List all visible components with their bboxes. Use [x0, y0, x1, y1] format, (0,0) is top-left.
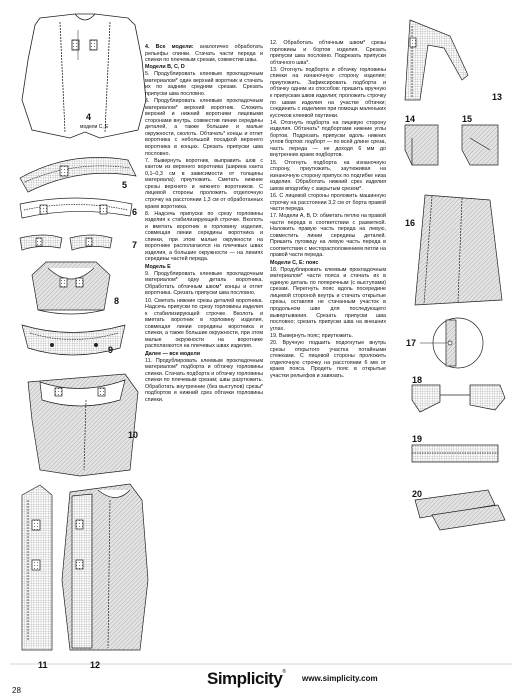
heading-models-ce-belt: Модели C, E: пояс [270, 259, 319, 266]
figure-15-number: 15 [462, 114, 473, 124]
step-11: 11. Продублировать клеевым прокладочным материалом* подборта и обтачку горловины спинки. Стачать подборта и обтачку горловины спинки по плечевым срезам; швы разутюжить. Обработать внутренние (без выступов) срезы* подбортов и нижний срез обтачки горловины спинки. [145, 357, 263, 403]
step-5: 5. Продублировать клеевым прокладочным материалом* один верхний воротник и стачать их по задним средним срезам. Срезать припуски шва пословно. [145, 71, 263, 98]
figure-18-drawing [412, 385, 505, 412]
step-8: 8. Надсечь припуски по срезу горловины изделия к стабилизирующей строчке. Вколоть и вметать воротник в горловину изделия, совмещая линии середины воротника и спинки, при этом малые окружности на воротнике располагаются на плечевых швах изделия, а большие окружности — на линиях середины частей переда. [145, 210, 263, 263]
figure-17-drawing [420, 318, 483, 368]
figure-20-drawing [415, 490, 505, 530]
step-16: 16. С лицевой стороны проложить машинную строчку на расстоянии 3,2 см от борта правой части переда. [270, 192, 386, 213]
brand-logo: Simplicity® [207, 669, 286, 688]
figure-10-drawing [28, 374, 138, 476]
page-number: 28 [12, 686, 21, 695]
figure-9-number: 9 [108, 345, 114, 355]
step-13: 13. Отогнуть подборта и обтачку горловины спинки на изнаночную сторону изделия; приутюжить. Зафиксировать подборта и обтачку одним из способов: пришить вручную к припускам швов изделия; проложить строчку по швам изделия на участке обтачки; соединить с изделием при помощи маленьких кусочков клеевой паутинки. [270, 66, 386, 119]
figure-18-number: 18 [412, 375, 423, 385]
step-10: 10. Сметать нижние срезы деталей воротника. Надсечь припуски по срезу горловины изделия к стабилизирующей строчке. Вколоть и вметать воротник в горловину изделия, совмещая линии середины воротника и спинки, а также большие окружности, при этом малые окружности на воротнике располагаются на плечевых швах изделия. [145, 297, 263, 350]
step-18: 18. Продублировать клеевым прокладочным материалом* части пояса и стачать их в единую деталь по поперечным (с выступами) срезам. Перегнуть пояс вдоль посередине лицевой стороной внутрь и стачать открытые срезы, оставляя не стачанным участок в продольном шве для последующего вывертывания. Срезать припуски шва пословно; срезать припуски шва на внешних углах. [270, 266, 386, 332]
figure-4-number: 4 [86, 112, 92, 122]
step-9: 9. Продублировать клеевым прокладочным материалом* одну деталь воротника. Обработать обтачным швом* концы и отлет воротника. Срезать припуски шва пословно. [145, 270, 263, 297]
step-7: 7. Вывернуть воротник, выправить шов с кантом из верхнего воротника (ширина канта 0,1–0,3 см в зависимости от толщины материала); приутюжить. Сметать нижние срезы верхнего и нижнего воротников. С лицевой стороны проложить отделочную строчку на расстоянии 1,3 см от обработанных краев воротника. [145, 157, 263, 210]
figure-6-number: 6 [132, 207, 138, 217]
figure-13-drawing [405, 20, 468, 100]
step-6: 6. Продублировать клеевым прокладочным материалом* верхний воротник. Сложить верхний и нижний воротники лицевыми сторонами внутрь, совместив линии середины деталей, а также большие и малые окружности, сколоть. Обтачать* концы и отлет воротника с небольшой посадкой верхнего воротника в концах. Срезать припуски шва пословно. [145, 98, 263, 157]
figure-4-caption: модели C, E [80, 124, 109, 130]
figure-14-number: 14 [405, 114, 416, 124]
figure-7-number: 7 [132, 240, 138, 250]
figure-16-number: 16 [405, 218, 416, 228]
heading-model-e: Модель E [145, 263, 171, 270]
heading-all-models: Далее — все модели [145, 350, 201, 357]
figure-4-drawing [22, 14, 146, 138]
figure-19-drawing [412, 445, 498, 462]
figure-10-number: 10 [128, 430, 139, 440]
figure-16-drawing [415, 195, 502, 305]
figure-20-number: 20 [412, 489, 423, 499]
figure-17-number: 17 [406, 338, 417, 348]
figure-14-drawing [405, 125, 438, 165]
step-4: 4. Все модели: аналогично обработать рельефы спинки. Стачать части переда и спинки по плечевым срезам, совместив швы. [145, 44, 263, 64]
figure-8-number: 8 [114, 296, 120, 306]
figure-12-number: 12 [90, 660, 101, 670]
instruction-column-1 [145, 44, 263, 404]
figure-8-drawing [32, 262, 110, 314]
figure-11-drawing [22, 485, 52, 650]
step-15: 15. Отогнуть подборта на изнаночную сторону, приутюжить, заутюживая на изнаночную сторону припуск по подгибке низа изделия. Обработать нижний срез изделия швом вподгибку с закрытым срезом*. [270, 159, 386, 192]
instruction-column-2 [270, 40, 386, 380]
figure-6-drawing [20, 198, 132, 218]
step-12: 12. Обработать обтачным швом* срезы горловины и бортов изделия. Срезать припуски шва пословно. Подрезать припуски обтачного шва*. [270, 40, 386, 66]
step-17: 17. Модели A, B, D: обметать петлю на правой части переда в соответствии с разметкой. Наложить правую часть переда на левую, совместить линии середины деталей. Пришить пуговицу на левую часть переда в соответствии с месторасположением петли на правой части переда. [270, 213, 386, 259]
figure-12-drawing [62, 484, 148, 650]
figure-5-number: 5 [122, 180, 128, 190]
figure-15-drawing [462, 125, 498, 165]
step-20: 20. Вручную подшить подогнутые внутрь срезы открытого участка потайными стежками. С лицевой стороны проложить отделочную строчку на расстоянии 6 мм от краев пояса. Продеть пояс в открытые участки рельефов и завязать. [270, 339, 386, 379]
heading-models-bcd: Модели B, C, D [145, 64, 185, 71]
figure-11-number: 11 [38, 660, 48, 670]
step-19: 19. Вывернуть пояс; приутюжить. [270, 332, 353, 339]
figure-5-drawing [20, 157, 136, 192]
website-url: www.simplicity.com [302, 674, 378, 683]
figure-19-number: 19 [412, 434, 423, 444]
figure-7-drawing [20, 235, 112, 250]
step-14: 14. Отогнуть подборта на лицевую сторону изделия. Обтачать* подбортами нижние углы бортов. Подрезать припуски вдоль нижних углов бортов: подборт — по всей длине среза, часть переда — не доходя 6 мм до внутренних краев подбортов. [270, 119, 386, 159]
figure-13-number: 13 [492, 92, 503, 102]
